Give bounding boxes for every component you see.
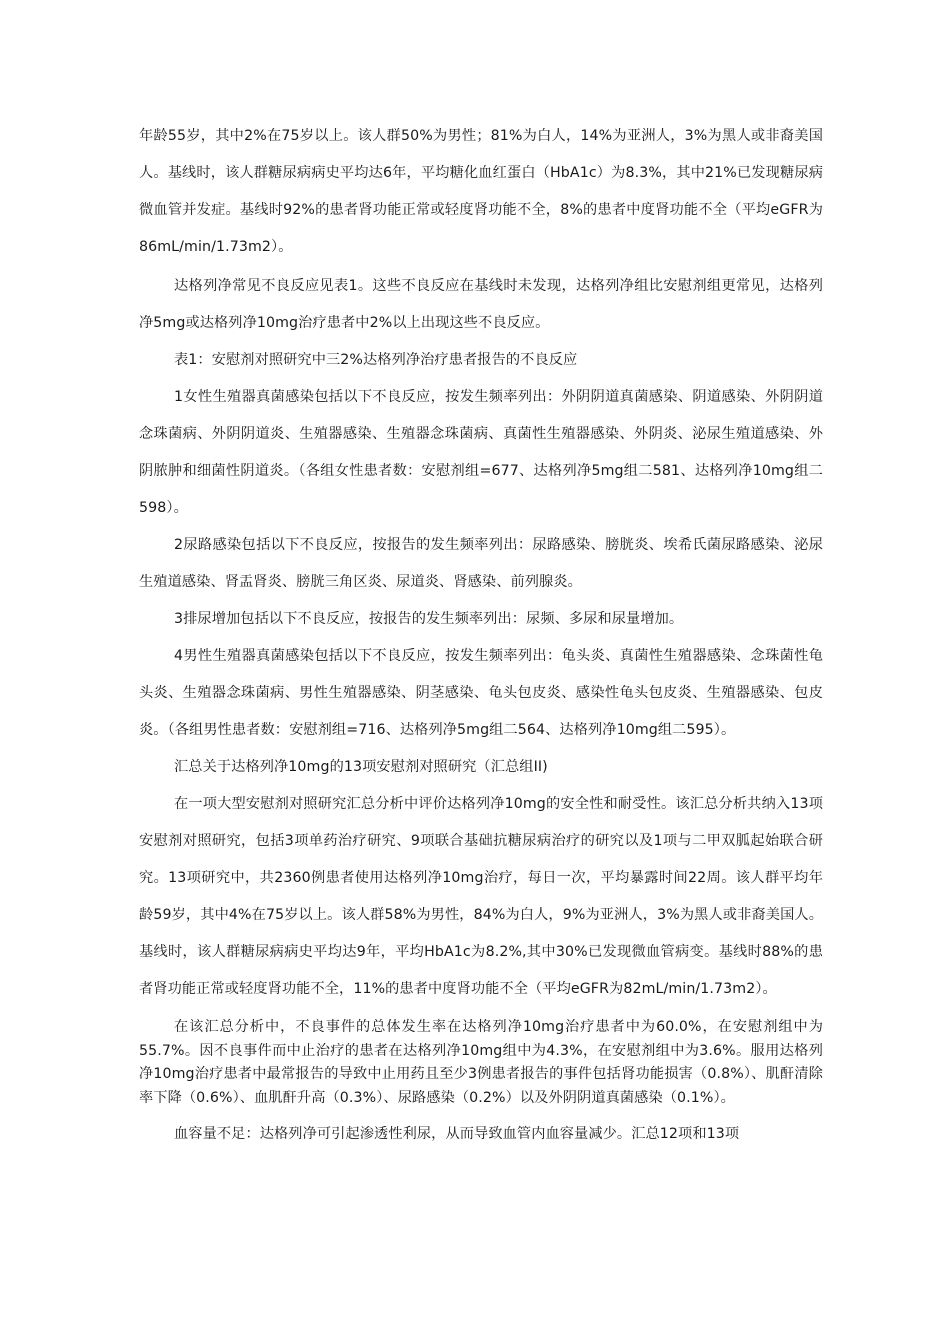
footnote-2-urinary-tract-infection: 2尿路感染包括以下不良反应，按报告的发生频率列出：尿路感染、膀胱炎、埃希氏菌尿路感染、泌尿生殖道感染、肾盂肾炎、膀胱三角区炎、尿道炎、肾感染、前列腺炎。 — [139, 537, 823, 590]
paragraph-adverse-event-rates: 在该汇总分析中，不良事件的总体发生率在达格列净10mg治疗患者中为60.0%，在安慰剂组中为55.7%。因不良事件而中止治疗的患者在达格列净10mg组中为4.3%，在安慰剂组中为3.6%。服用达格列净10mg治疗患者中最常报告的导致中止用药且至少3例患者报告的事件包括肾功能损害（0.8%）、肌酐清除率下降（0.6%）、血肌酐升高（0.3%）、尿路感染（0.2%）以及外阴阴道真菌感染（0.1%）。 — [139, 1019, 823, 1106]
document-page — [139, 118, 823, 1153]
section-heading-pool-2: 汇总关于达格列净10mg的13项安慰剂对照研究（汇总组II) — [174, 759, 548, 775]
table-1-caption: 表1：安慰剂对照研究中三2%达格列净治疗患者报告的不良反应 — [174, 352, 578, 368]
paragraph-pool-2-safety: 在一项大型安慰剂对照研究汇总分析中评价达格列净10mg的安全性和耐受性。该汇总分析共纳入13项安慰剂对照研究，包括3项单药治疗研究、9项联合基础抗糖尿病治疗的研究以及1项与二甲双胍起始联合研究。13项研究中，共2360例患者使用达格列净10mg治疗，每日一次，平均暴露时间22周。该人群平均年龄59岁，其中4%在75岁以上。该人群58%为男性，84%为白人，9%为亚洲人，3%为黑人或非裔美国人。基线时，该人群糖尿病病史平均达9年，平均HbA1c为8.2%,其中30%已发现微血管病变。基线时88%的患者肾功能正常或轻度肾功能不全，11%的患者中度肾功能不全（平均eGFR为82mL/min/1.73m2）。 — [139, 796, 823, 997]
paragraph-volume-depletion: 血容量不足：达格列净可引起渗透性利尿，从而导致血管内血容量减少。汇总12项和13项 — [174, 1126, 740, 1142]
paragraph-common-adverse-reactions: 达格列净常见不良反应见表1。这些不良反应在基线时未发现，达格列净组比安慰剂组更常见，达格列净5mg或达格列净10mg治疗患者中2%以上出现这些不良反应。 — [139, 278, 823, 331]
footnote-4-male-genital-infection: 4男性生殖器真菌感染包括以下不良反应，按发生频率列出：龟头炎、真菌性生殖器感染、念珠菌性龟头炎、生殖器念珠菌病、男性生殖器感染、阴茎感染、龟头包皮炎、感染性龟头包皮炎、生殖器感染、包皮炎。（各组男性患者数：安慰剂组=716、达格列净5mg组二564、达格列净10mg组二595）。 — [139, 648, 823, 738]
paragraph-demographics-pool-1: 年龄55岁，其中2%在75岁以上。该人群50%为男性；81%为白人，14%为亚洲人，3%为黑人或非裔美国人。基线时，该人群糖尿病病史平均达6年，平均糖化血红蛋白（HbA1c）为8.3%，其中21%已发现糖尿病微血管并发症。基线时92%的患者肾功能正常或轻度肾功能不全，8%的患者中度肾功能不全（平均eGFR为86mL/min/1.73m2）。 — [139, 128, 823, 255]
footnote-3-increased-urination: 3排尿增加包括以下不良反应，按报告的发生频率列出：尿频、多尿和尿量增加。 — [174, 611, 684, 627]
footnote-1-female-genital-infection: 1女性生殖器真菌感染包括以下不良反应，按发生频率列出：外阴阴道真菌感染、阴道感染、外阴阴道念珠菌病、外阴阴道炎、生殖器感染、生殖器念珠菌病、真菌性生殖器感染、外阴炎、泌尿生殖道感染、外阴脓肿和细菌性阴道炎。（各组女性患者数：安慰剂组=677、达格列净5mg组二581、达格列净10mg组二598）。 — [139, 389, 823, 516]
